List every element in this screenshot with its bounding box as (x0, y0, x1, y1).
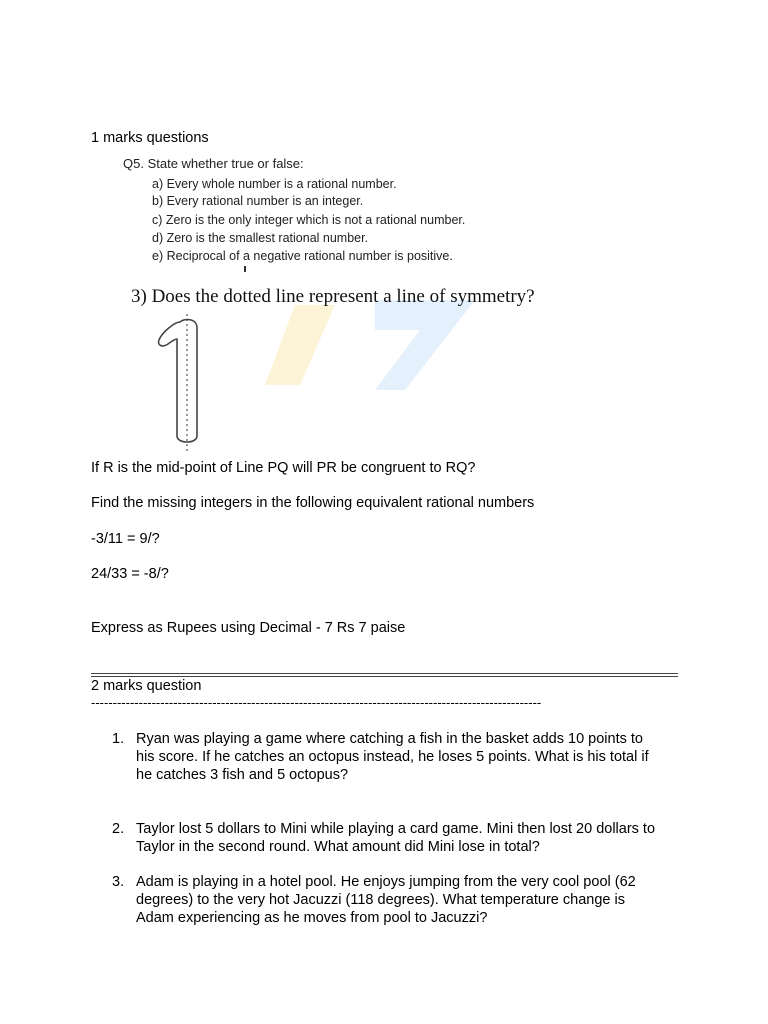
rupees-question: Express as Rupees using Decimal - 7 Rs 7 paise (91, 620, 406, 636)
digit-one-figure (150, 312, 210, 454)
q5-title: Q5. State whether true or false: (123, 156, 304, 171)
missing-integers-question: Find the missing integers in the following equivalent rational numbers (91, 495, 535, 511)
question-line: Adam is playing in a hotel pool. He enjoys jumping from the very cool pool (62 (136, 874, 636, 890)
section-heading-2-marks: 2 marks question (91, 678, 202, 694)
midpoint-question: If R is the mid-point of Line PQ will PR be congruent to RQ? (91, 460, 476, 476)
scan-mark (244, 266, 246, 272)
q5-item-d: d) Zero is the smallest rational number. (152, 231, 369, 245)
dash-separator: -------------------------------------------------------------------------------------------------------- (91, 695, 542, 710)
question-line: degrees) to the very hot Jacuzzi (118 degrees). What temperature change is (136, 892, 625, 908)
symmetry-question: 3) Does the dotted line represent a line of symmetry? (131, 286, 535, 307)
question-number: 3. (112, 874, 125, 890)
question-body (136, 730, 681, 784)
q5-item-c: c) Zero is the only integer which is not a rational number. (152, 213, 466, 227)
question-line: Taylor in the second round. What amount did Mini lose in total? (136, 839, 540, 855)
question-number: 1. (112, 731, 125, 747)
q5-item-e: e) Reciprocal of a negative rational number is positive. (152, 249, 453, 263)
question-line: Adam experiencing as he moves from pool to Jacuzzi? (136, 910, 488, 926)
equation-2: 24/33 = -8/? (91, 566, 169, 582)
section-heading-1-marks: 1 marks questions (91, 130, 209, 146)
q5-item-b: b) Every rational number is an integer. (152, 194, 364, 208)
question-line: Ryan was playing a game where catching a fish in the basket adds 10 points to (136, 731, 643, 747)
question-line: his score. If he catches an octopus instead, he loses 5 points. What is his total if (136, 749, 649, 765)
divider-line-top (91, 673, 678, 674)
question-body (136, 820, 681, 856)
question-line: he catches 3 fish and 5 octopus? (136, 767, 349, 783)
equation-1: -3/11 = 9/? (91, 531, 160, 547)
question-number: 2. (112, 821, 125, 837)
q5-item-a: a) Every whole number is a rational number. (152, 177, 397, 191)
question-body (136, 873, 681, 927)
question-line: Taylor lost 5 dollars to Mini while playing a card game. Mini then lost 20 dollars to (136, 821, 656, 837)
